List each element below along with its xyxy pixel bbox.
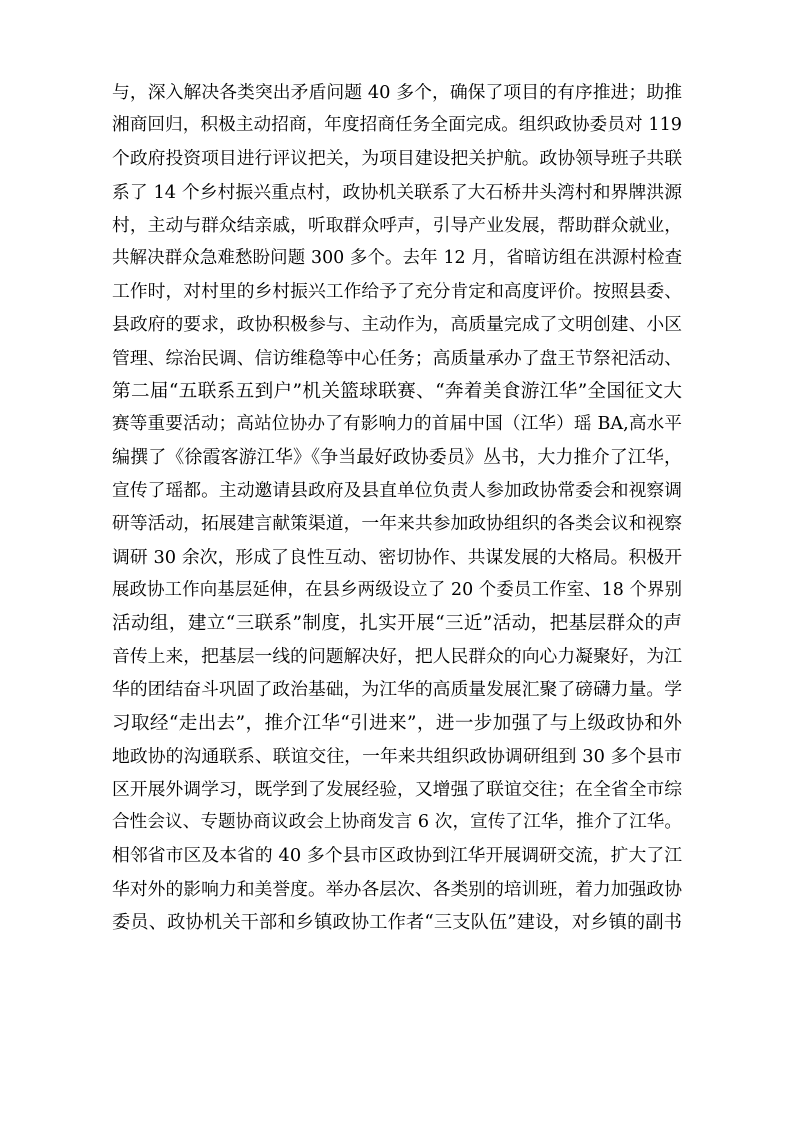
text-line-12: 编撰了《徐霞客游江华》《争当最好政协委员》丛书，大力推介了江华，	[112, 447, 682, 469]
text-line-20: 习取经“走出去”，推介江华“引进来”，进一步加强了与上级政协和外	[112, 712, 682, 734]
text-line-1: 与，深入解决各类突出矛盾问题 40 多个，确保了项目的有序推进；助推	[112, 82, 682, 103]
text-line-14: 研等活动，拓展建言献策渠道，一年来共参加政协组织的各类会议和视察	[112, 513, 682, 535]
text-line-13: 宣传了瑶都。主动邀请县政府及县直单位负责人参加政协常委会和视察调	[112, 480, 682, 502]
text-line-10: 第二届“五联系五到户”机关篮球联赛、“奔着美食游江华”全国征文大	[112, 380, 682, 402]
text-line-2: 湘商回归，积极主动招商，年度招商任务全面完成。组织政协委员对 119	[112, 115, 682, 136]
text-line-22: 区开展外调学习，既学到了发展经验，又增强了联谊交往；在全省全市综	[112, 778, 682, 800]
text-line-21: 地政协的沟通联系、联谊交往，一年来共组织政协调研组到 30 多个县市	[112, 745, 682, 767]
text-line-26: 委员、政协机关干部和乡镇政协工作者“三支队伍”建设，对乡镇的副书	[112, 911, 682, 933]
text-line-6: 共解决群众急难愁盼问题 300 多个。去年 12 月，省暗访组在洪源村检查	[112, 247, 682, 268]
text-line-17: 活动组，建立“三联系”制度，扎实开展“三近”活动，把基层群众的声	[112, 613, 682, 634]
text-line-25: 华对外的影响力和美誉度。举办各层次、各类别的培训班，着力加强政协	[112, 878, 682, 900]
text-line-23: 合性会议、专题协商议政会上协商发言 6 次，宣传了江华，推介了江华。	[112, 812, 682, 833]
text-line-24: 相邻省市区及本省的 40 多个县市区政协到江华开展调研交流，扩大了江	[112, 845, 682, 867]
text-line-11: 赛等重要活动；高站位协办了有影响力的首届中国（江华）瑶 BA,高水平	[112, 413, 682, 434]
text-line-7: 工作时，对村里的乡村振兴工作给予了充分肯定和高度评价。按照县委、	[112, 281, 682, 303]
text-line-18: 音传上来，把基层一线的问题解决好，把人民群众的向心力凝聚好，为江	[112, 646, 682, 668]
text-line-8: 县政府的要求，政协积极参与、主动作为，高质量完成了文明创建、小区	[112, 314, 682, 336]
text-line-9: 管理、综治民调、信访维稳等中心任务；高质量承办了盘王节祭祀活动、	[112, 347, 682, 369]
text-line-16: 展政协工作向基层延伸，在县乡两级设立了 20 个委员工作室、18 个界别	[112, 579, 682, 600]
text-line-3: 个政府投资项目进行评议把关，为项目建设把关护航。政协领导班子共联	[112, 148, 682, 170]
text-line-5: 村，主动与群众结亲戚，听取群众呼声，引导产业发展，帮助群众就业，	[112, 214, 682, 236]
text-line-4: 系了 14 个乡村振兴重点村，政协机关联系了大石桥井头湾村和界牌洪源	[112, 181, 682, 203]
body-paragraph	[112, 76, 682, 939]
text-line-19: 华的团结奋斗巩固了政治基础，为江华的高质量发展汇聚了磅礴力量。学	[112, 679, 682, 701]
text-line-15: 调研 30 余次，形成了良性互动、密切协作、共谋发展的大格局。积极开	[112, 546, 682, 568]
